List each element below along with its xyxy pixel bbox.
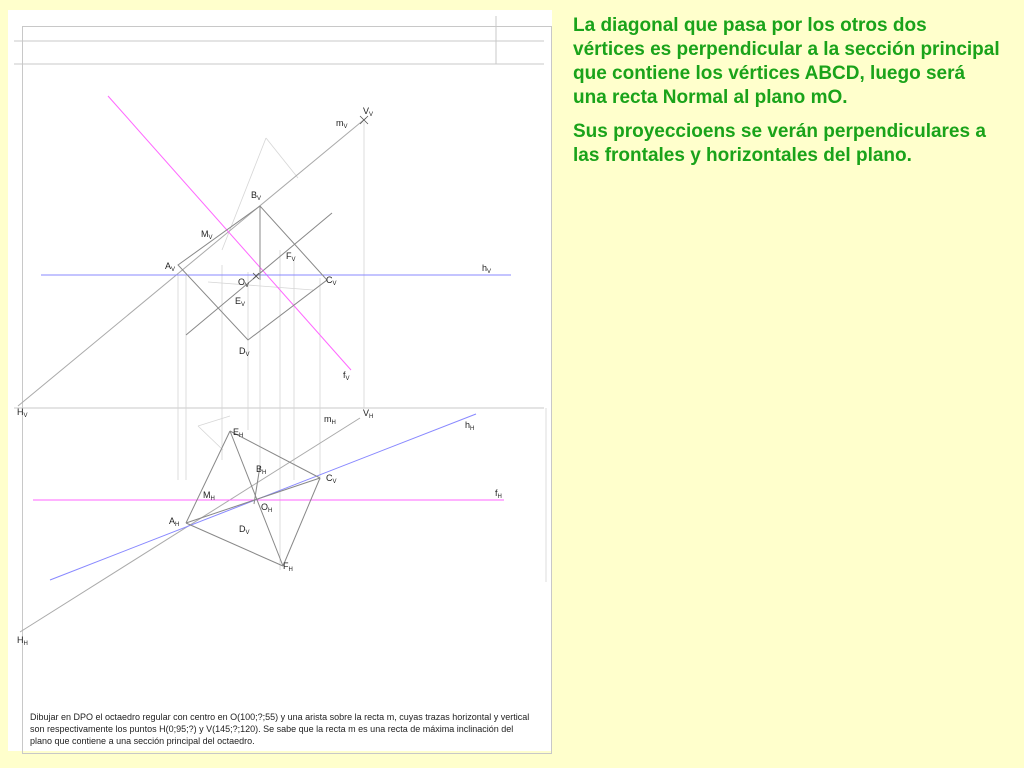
label-BH: $B_H$ [256,464,267,476]
label-Bv: $B_V$ [251,190,262,202]
point-labels [17,106,502,647]
normal-line-vertical [108,96,351,370]
label-Ev: $E_V$ [235,296,246,308]
label-Cv2: $C_V$ [326,473,337,485]
label-Cv: $C_V$ [326,275,337,287]
title-block [14,16,544,64]
label-Av: $A_V$ [165,261,176,273]
label-fv: $f_V$ [343,370,350,382]
label-hH: $h_H$ [465,420,475,432]
label-VH: $V_H$ [363,408,374,420]
label-AH: $A_H$ [169,516,180,528]
explanation-paragraph-1: La diagonal que pasa por los otros dos vértices es perpendicular a la sección principal que contiene los vértices ABCD, luego será una recta Normal al plano mO. [573,15,1000,108]
drawing-sheet [8,10,552,751]
label-HH: $H_H$ [17,635,28,647]
label-fH: $f_H$ [495,488,502,500]
label-Ov: $O_V$ [238,277,250,289]
label-EH: $E_H$ [233,427,244,439]
label-OH: $O_H$ [261,502,273,514]
label-mv: $m_V$ [336,118,348,130]
construction-lines [178,122,546,582]
label-Fv: $F_V$ [286,251,296,263]
label-FH: $F_H$ [283,561,293,573]
label-hv: $h_V$ [482,263,492,275]
problem-statement: Dibujar en DPO el octaedro regular con centro en O(100;?;55) y una arista sobre la recta m, cuyas trazas horizontal y vertical son respectivamente los puntos H(0;95;?) y V(145;?;120). Se sabe que la recta m es una recta de máxima inclinación del plano que contiene a una sección principal del octaedro. [30,712,530,746]
label-Mv: $M_V$ [201,229,213,241]
label-Dv2: $D_V$ [239,524,250,536]
label-Dv: $D_V$ [239,346,250,358]
label-Vv: $V_V$ [363,106,374,118]
label-MH: $M_H$ [203,490,215,502]
explanation-text [573,14,1003,178]
line-m-vertical [18,118,366,406]
octahedron-vertical-projection [178,206,332,340]
explanation-paragraph-2: Sus proyeccioens se verán perpendiculares a las frontales y horizontales del plano. [573,121,986,166]
geometry-drawing [8,10,552,751]
label-mH: $m_H$ [324,414,336,426]
label-Hv: $H_V$ [17,407,28,419]
